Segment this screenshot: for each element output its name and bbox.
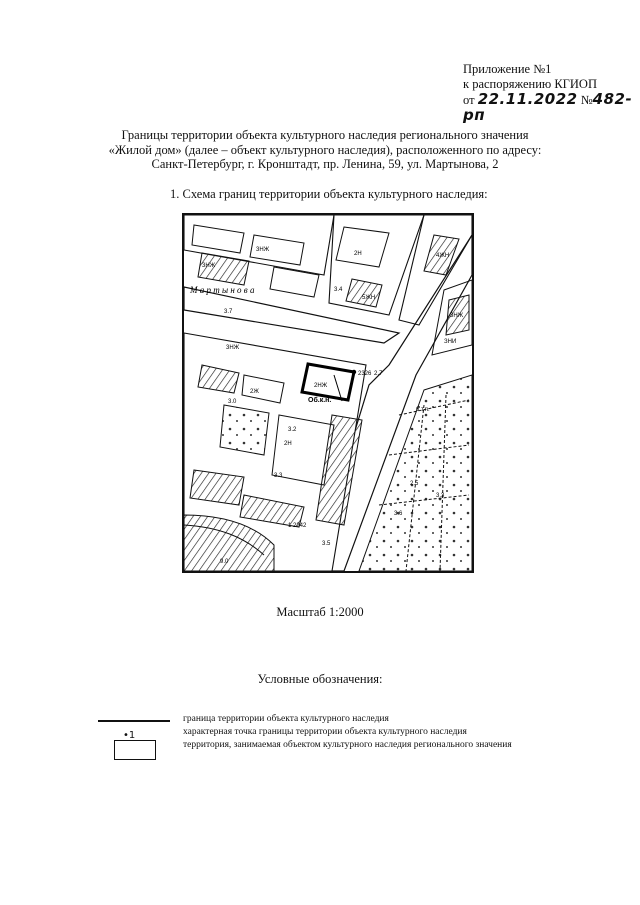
corner-number: 2326	[358, 371, 372, 377]
height-label: 3.0	[228, 399, 237, 405]
height-label: 3.2	[288, 427, 297, 433]
map-drawing	[184, 215, 472, 571]
boundary-label: Об.к.н.	[308, 397, 332, 404]
street-label: М а р т ы н о в а	[190, 285, 255, 295]
building-label: 2Н	[354, 251, 362, 257]
height-label: 2.7	[374, 371, 383, 377]
height-label: 3.3	[274, 473, 283, 479]
building-label: ЗНИ	[444, 339, 457, 345]
legend-title: Условные обозначения:	[257, 672, 383, 686]
building-label: 3НЖ	[226, 345, 240, 351]
appendix-title: Приложение №1	[463, 62, 552, 76]
building-label: 5ЖН	[362, 295, 376, 301]
title-line-2: «Жилой дом» (далее – объект культурного наследия), расположенного по адресу:	[108, 142, 542, 157]
title-line-1: Границы территории объекта культурного наследия регионального значения	[121, 128, 529, 142]
height-label: 3.5	[322, 541, 331, 547]
appendix-order: к распоряжению КГИОП	[463, 77, 597, 91]
boundary-point	[352, 370, 356, 374]
document-title	[90, 128, 560, 172]
boundary-scheme-map	[182, 213, 474, 573]
building-label: 3НЖ	[450, 313, 464, 319]
building-label: 4ЖН	[436, 253, 450, 259]
order-date: 22.11.2022	[477, 90, 578, 108]
height-label: 3.4	[334, 287, 343, 293]
legend-item-point: характерная точка границы территории объекта культурного наследия	[183, 727, 467, 737]
legend-item-boundary: граница территории объекта культурного наследия	[183, 714, 389, 724]
building-label: 2Н	[284, 441, 292, 447]
map-scale: Масштаб 1:2000	[276, 605, 364, 619]
height-label: 9.0	[220, 559, 229, 565]
building-label: 2Ж	[250, 389, 259, 395]
section-heading: 1. Схема границ территории объекта культурного наследия:	[170, 187, 488, 201]
from-prefix: от	[463, 93, 475, 107]
height-label: 3.7	[224, 309, 233, 315]
building-label: 3НЖ	[202, 263, 216, 269]
building-label: 2НЖ	[314, 383, 328, 389]
number-prefix: №	[580, 93, 593, 107]
height-label: 3.6	[394, 511, 403, 517]
legend-item-territory: территория, занимаемая объектом культурного наследия регионального значения	[183, 740, 512, 750]
legend-boundary-line-symbol	[98, 720, 170, 722]
title-line-3: Санкт-Петербург, г. Кронштадт, пр. Ленина, 59, ул. Мартынова, 2	[151, 157, 499, 171]
point-number: 1 2242	[288, 523, 307, 529]
height-label: 2.5	[410, 481, 419, 487]
legend-point-symbol: •1	[123, 730, 136, 741]
order-number: 482-рп	[463, 90, 633, 124]
appendix-date-line	[463, 92, 640, 124]
building-label: 6 т.п.	[416, 407, 430, 413]
height-label: 3.3	[436, 493, 445, 499]
legend-territory-box-symbol	[114, 740, 156, 760]
building-label: 3НЖ	[256, 247, 270, 253]
appendix-header	[463, 62, 640, 124]
